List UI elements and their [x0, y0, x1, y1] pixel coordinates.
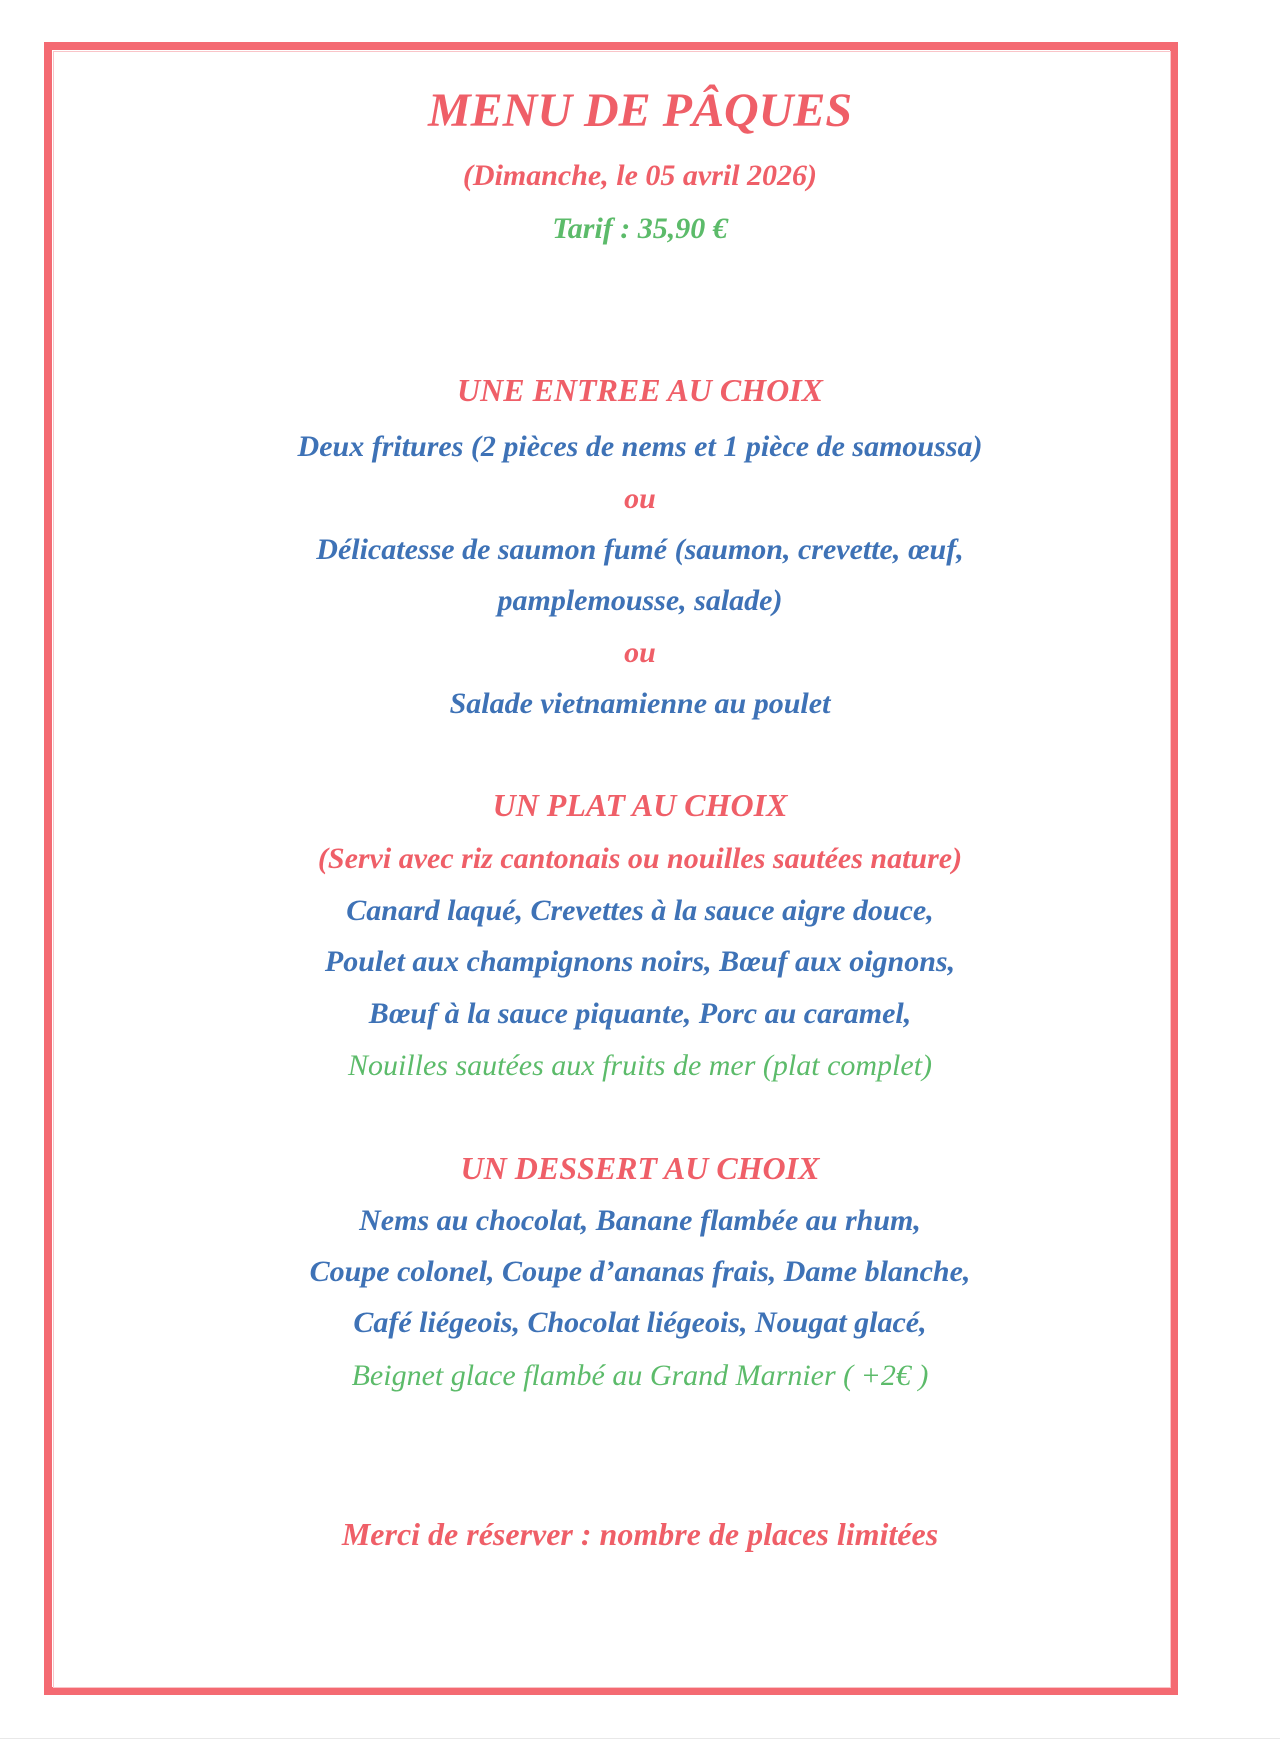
entree-heading: UNE ENTREE AU CHOIX	[457, 372, 823, 408]
menu-price: Tarif : 35,90 €	[552, 212, 728, 245]
menu-date: (Dimanche, le 05 avril 2026)	[462, 159, 818, 192]
menu-title: MENU DE PÂQUES	[427, 84, 853, 137]
plat-note: (Servi avec riz cantonais ou nouilles sautées nature)	[317, 842, 963, 875]
entree-option: pamplemousse, salade)	[497, 584, 783, 617]
dessert-line: Café liégeois, Chocolat liégeois, Nougat glacé,	[353, 1306, 927, 1339]
dessert-line: Coupe colonel, Coupe d’ananas frais, Dame blanche,	[309, 1255, 971, 1288]
plat-heading: UN PLAT AU CHOIX	[492, 787, 788, 823]
scan-edge	[0, 1738, 1280, 1739]
dessert-line: Nems au chocolat, Banane flambée au rhum,	[359, 1204, 921, 1237]
or-separator: ou	[624, 482, 656, 515]
plat-line: Canard laqué, Crevettes à la sauce aigre douce,	[346, 894, 934, 927]
dessert-special: Beignet glace flambé au Grand Marnier ( +2€ )	[351, 1359, 929, 1392]
plat-special: Nouilles sautées aux fruits de mer (plat complet)	[347, 1049, 933, 1082]
plat-line: Bœuf à la sauce piquante, Porc au caramel,	[368, 997, 912, 1030]
entree-option: Délicatesse de saumon fumé (saumon, crevette, œuf,	[316, 533, 964, 566]
dessert-heading: UN DESSERT AU CHOIX	[460, 1150, 820, 1186]
plat-line: Poulet aux champignons noirs, Bœuf aux oignons,	[324, 945, 956, 978]
or-separator: ou	[624, 636, 656, 669]
entree-option: Salade vietnamienne au poulet	[449, 687, 831, 720]
reservation-note: Merci de réserver : nombre de places limitées	[341, 1516, 939, 1552]
entree-option: Deux fritures (2 pièces de nems et 1 pièce de samoussa)	[297, 430, 983, 463]
